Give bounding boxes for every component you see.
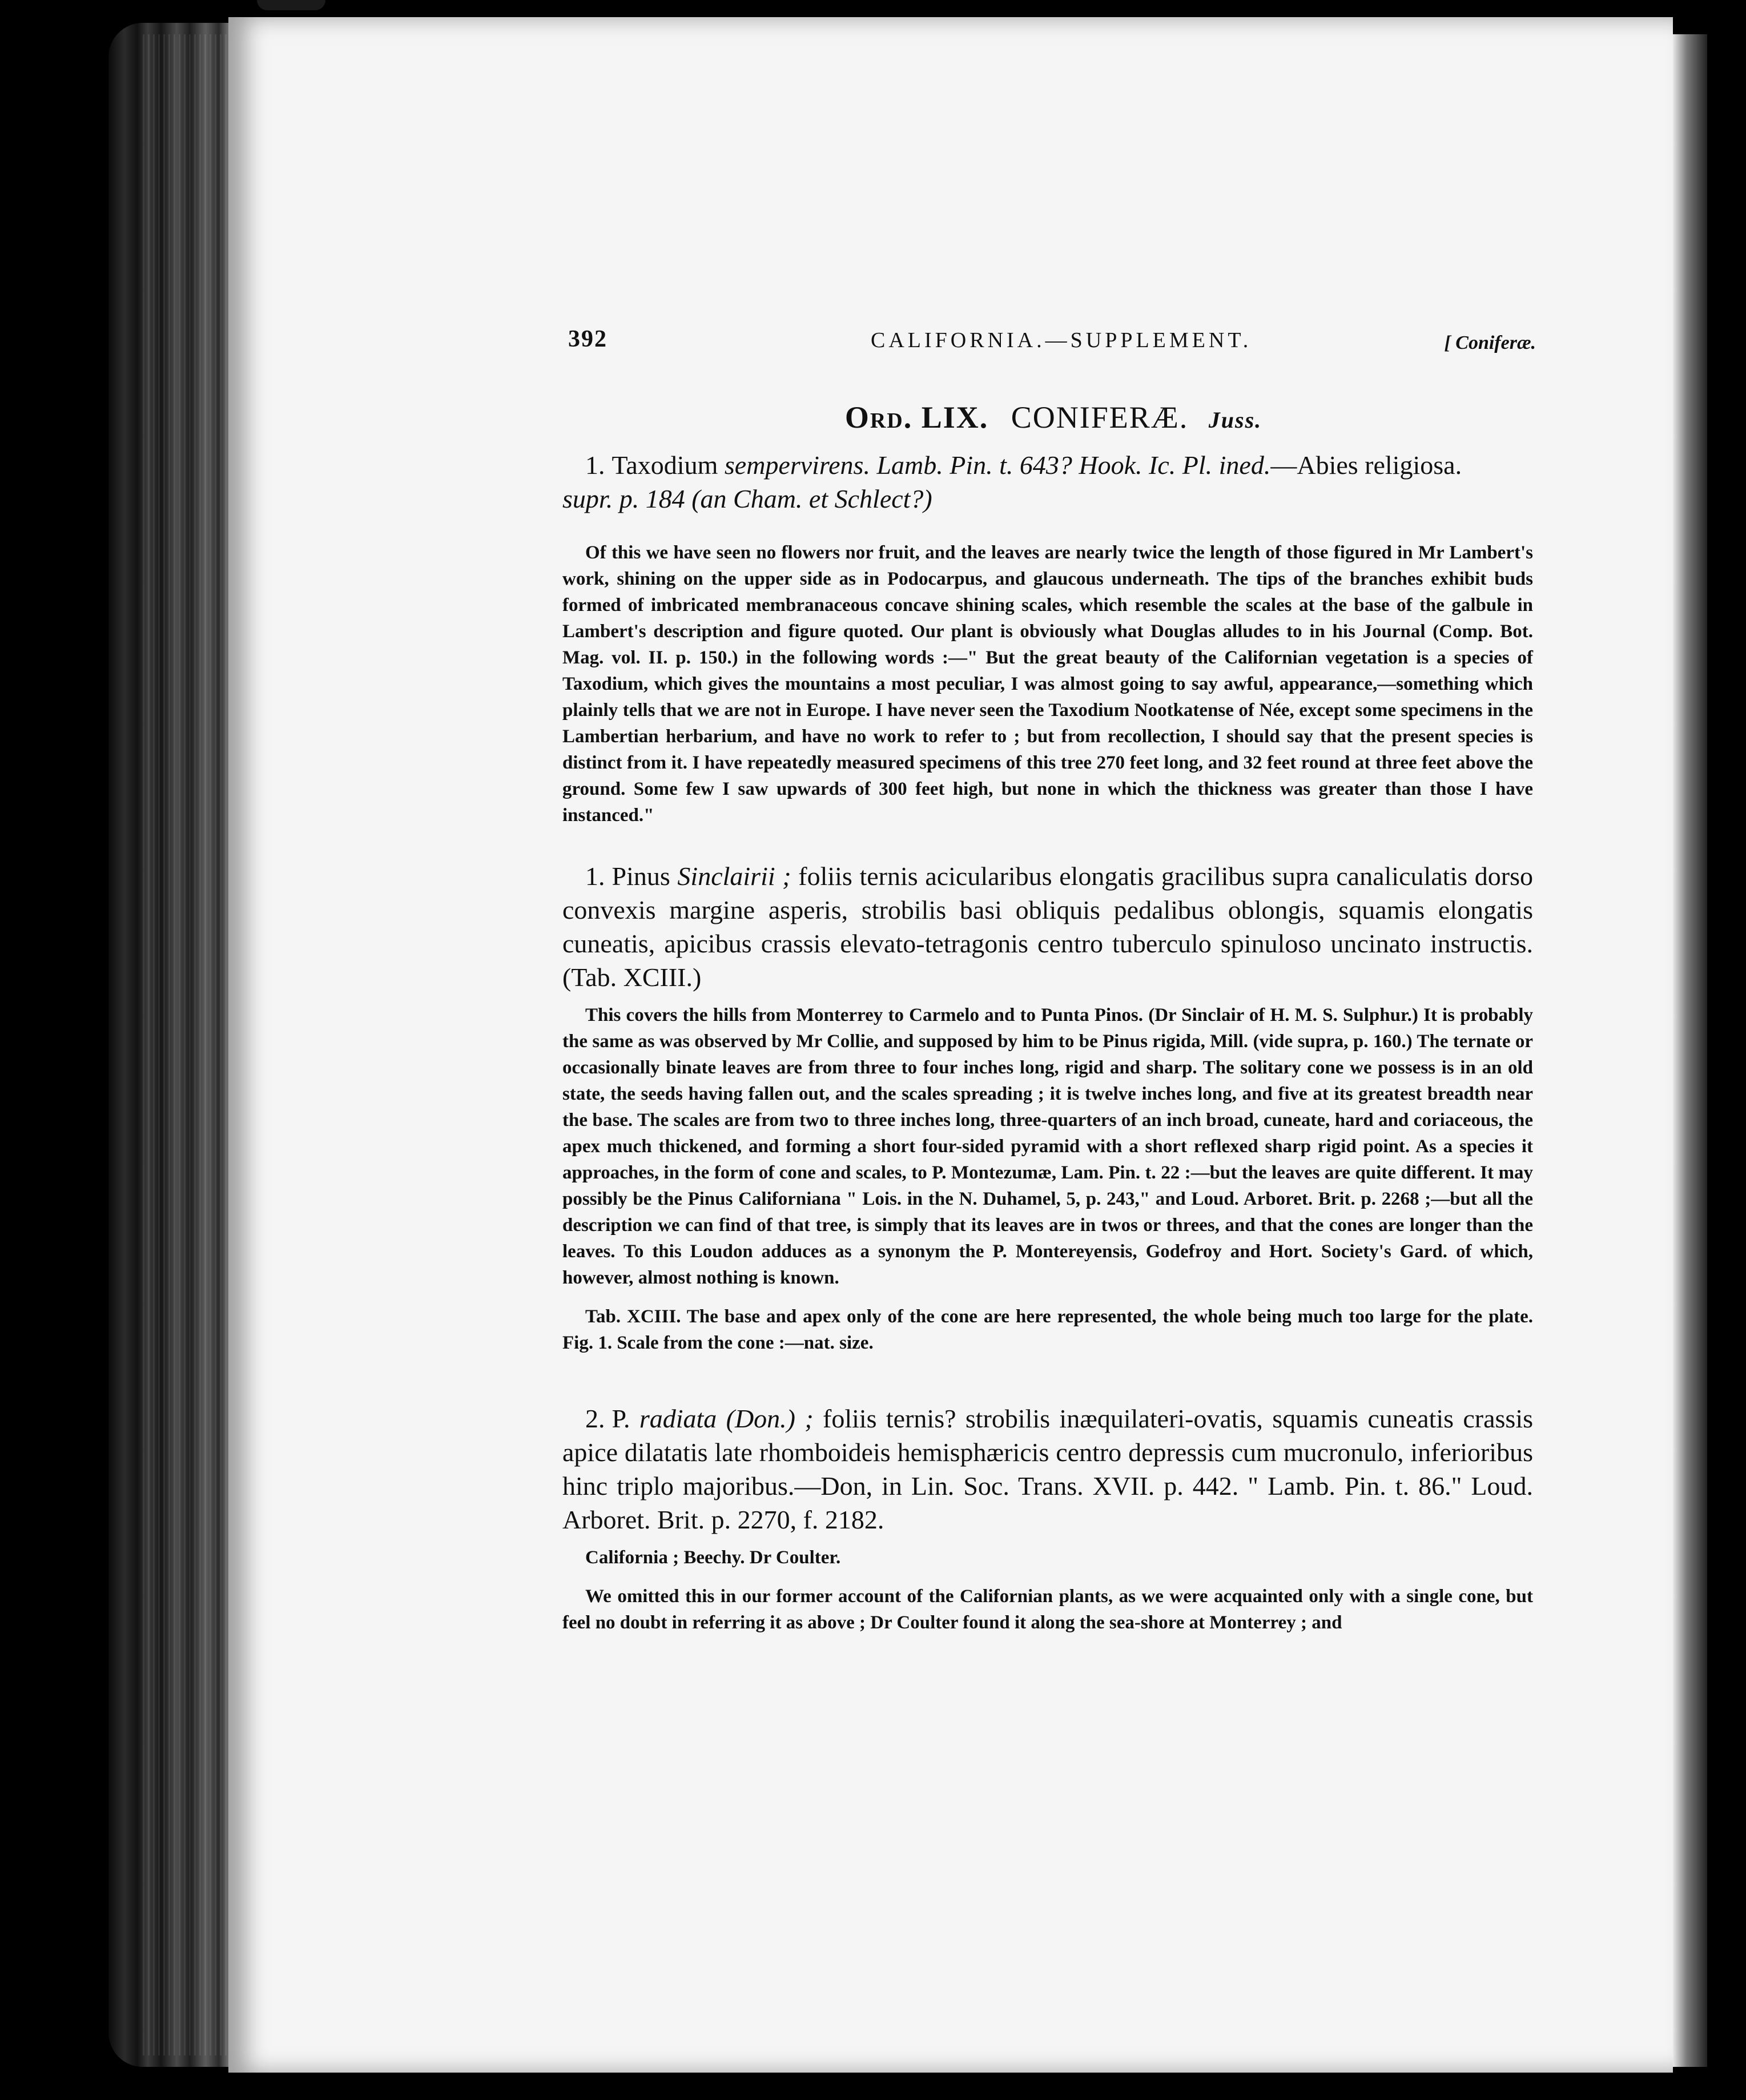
sinclairii-plate-text: Tab. XCIII. The base and apex only of the cone are here represented, the whole being much too large for the plate. Fig. 1. Scale from the cone :—nat. size.	[562, 1306, 1533, 1353]
radiata-epithet: radiata (Don.) ;	[639, 1404, 814, 1433]
sinclairii-genus: Pinus	[611, 862, 670, 891]
radiata-note-text: We omitted this in our former account of the Californian plants, as we were acquainted only with a single cone, but feel no doubt in referring it as above ; Dr Coulter found it along the sea-shore at Monterrey ; and	[562, 1586, 1533, 1633]
pinus-sinclairii-heading	[562, 859, 1533, 994]
running-title: CALIFORNIA.—SUPPLEMENT.	[871, 328, 1252, 352]
taxodium-citation-2: supr. p. 184 (an Cham. et Schlect?)	[562, 484, 932, 513]
page-right-edge	[1673, 34, 1707, 2067]
pinus-sinclairii-note	[562, 1002, 1533, 1356]
radiata-genus: P.	[611, 1404, 630, 1433]
taxodium-synonym: —Abies religiosa.	[1270, 450, 1462, 480]
taxodium-citation: sempervirens. Lamb. Pin. t. 643? Hook. Ic. Pl. ined.	[724, 450, 1271, 480]
order-heading	[568, 400, 1539, 435]
taxodium-note-text: Of this we have seen no flowers nor fruit, and the leaves are nearly twice the length of those figured in Mr Lambert's work, shining on the upper side as in Podocarpus, and glaucous underneath. The tips of the branches exhibit buds formed of imbricated membranaceous concave shining scales, which resemble the scales at the base of the galbule in Lambert's description and figure quoted. Our plant is obviously what Douglas alludes to in his Journal (Comp. Bot. Mag. vol. II. p. 150.) in the following words :—" But the great beauty of the Californian vegetation is a species of Taxodium, which gives the mountains a most peculiar, I was almost going to say awful, appearance,—something which plainly tells that we are not in Europe. I have never seen the Taxodium Nootkatense of Née, except some specimens in the Lambertian herbarium, and have no work to refer to ; but from recollection, I should say that the present species is distinct from it. I have repeatedly measured specimens of this tree 270 feet long, and 32 feet round at three feet above the ground. Some few I saw upwards of 300 feet high, but none in which the thickness was greater than those I have instanced."	[562, 542, 1533, 826]
page-edges	[143, 34, 234, 2055]
order-authority: Juss.	[1208, 407, 1262, 433]
taxodium-heading	[562, 448, 1533, 516]
sinclairii-diagnosis: foliis ternis acicularibus elongatis gracilibus supra canaliculatis dorso convexis margine asperis, strobilis basi obliquis pedalibus oblongis, squamis elongatis cuneatis, apicibus crassis elevato-tetragonis centro tuberculo spinuloso uncinato instructis. (Tab. XCIII.)	[562, 862, 1534, 992]
sinclairii-note-text: This covers the hills from Monterrey to Carmelo and to Punta Pinos. (Dr Sinclair of H. M. S. Sulphur.) It is probably the same as was observed by Mr Collie, and supposed by him to be Pinus rigida, Mill. (vide supra, p. 160.) The ternate or occasionally binate leaves are from three to four inches long, rigid and sharp. The solitary cone we possess is in an old state, the seeds having fallen out, and the scales spreading ; it is twelve inches long, and five at its greatest breadth near the base. The scales are from two to three inches long, three-quarters of an inch broad, cuneate, hard and coriaceous, the apex much thickened, and forming a short four-sided pyramid with a short reflexed sharp rigid point. As a species it approaches, in the form of cone and scales, to P. Montezumæ, Lam. Pin. t. 22 :—but the leaves are quite different. It may possibly be the Pinus Californiana " Lois. in the N. Duhamel, 5, p. 243," and Loud. Arboret. Brit. p. 2268 ;—but all the description we can find of that tree, is simply that its leaves are in twos or threes, and that the cones are longer than the leaves. To this Loudon adduces as a synonym the P. Montereyensis, Godefroy and Hort. Society's Gard. of which, however, almost nothing is known.	[562, 1005, 1533, 1288]
taxodium-genus: Taxodium	[611, 450, 718, 480]
section-label: [ Coniferæ.	[1444, 332, 1536, 353]
radiata-diagnosis: foliis ternis? strobilis inæquilateri-ovatis, squamis cuneatis crassis apice dilatatis late rhomboideis hemisphæricis centro depressis cum mucronulo, inferioribus hinc triplo majoribus.—Don, in Lin. Soc. Trans. XVII. p. 442. " Lamb. Pin. t. 86." Loud. Arboret. Brit. p. 2270, f. 2182.	[562, 1404, 1534, 1534]
radiata-number: 2.	[585, 1404, 605, 1433]
taxodium-note	[562, 540, 1533, 828]
ink-blot	[257, 0, 325, 10]
order-label: Ord. LIX.	[844, 400, 989, 435]
sinclairii-epithet: Sinclairii ;	[677, 862, 791, 891]
radiata-locality: California ; Beechy. Dr Coulter.	[585, 1547, 841, 1568]
taxodium-number: 1.	[585, 450, 605, 480]
running-head	[568, 325, 1536, 360]
pinus-radiata-heading	[562, 1402, 1533, 1536]
order-name: CONIFERÆ.	[1011, 400, 1189, 435]
page-number: 392	[568, 326, 608, 352]
pinus-radiata-note	[562, 1544, 1533, 1636]
sinclairii-number: 1.	[585, 862, 605, 891]
